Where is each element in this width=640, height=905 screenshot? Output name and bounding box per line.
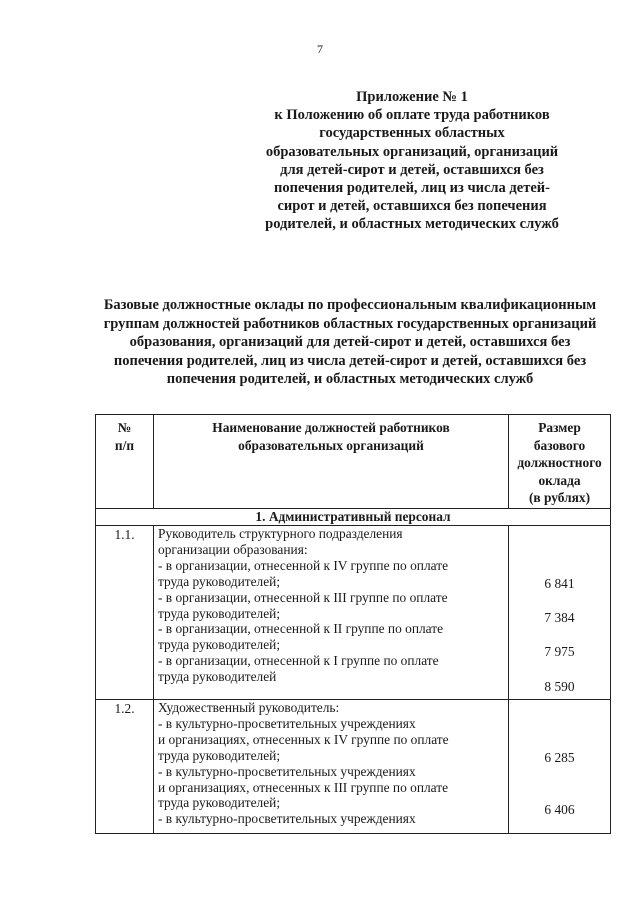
- description-line: труда руководителей;: [158, 573, 281, 589]
- description-line: Руководитель структурного подразделения: [158, 526, 403, 541]
- salary-cell: [509, 526, 611, 700]
- header-name-line: образовательных организаций: [238, 437, 424, 453]
- appendix-line: родителей, и областных методических служб: [265, 216, 559, 233]
- title-line: образования, организаций для детей-сирот и детей, оставшихся без: [129, 334, 571, 351]
- description-line: труда руководителей: [158, 669, 277, 685]
- description-line: - в культурно-просветительных учреждениях: [158, 811, 416, 827]
- description-line: и организациях, отнесенных к IV группе по оплате: [158, 731, 449, 747]
- header-name-line: Наименование должностей работников: [212, 420, 450, 435]
- table-row: [96, 526, 611, 700]
- title-line: группам должностей работников областных государственных организаций: [103, 315, 597, 332]
- appendix-line: для детей-сирот и детей, оставшихся без: [280, 161, 544, 178]
- header-salary-line: должностного: [517, 455, 602, 471]
- appendix-line: к Положению об оплате труда работников: [274, 107, 550, 124]
- header-number-cell: [96, 415, 154, 509]
- description-line: организации образования:: [158, 541, 308, 557]
- title-line: попечения родителей, лиц из числа детей-сирот и детей, оставшихся без: [113, 352, 587, 369]
- position-description: [154, 526, 509, 700]
- section-title: 1. Административный персонал: [96, 509, 611, 526]
- header-number-line: №: [117, 420, 132, 435]
- appendix-line: Приложение № 1: [356, 89, 468, 105]
- salary-value: 6 406: [544, 802, 575, 817]
- salary-value: 8 590: [544, 679, 575, 694]
- table-row: [96, 700, 611, 834]
- header-salary-line: Размер: [538, 420, 581, 435]
- description-line: труда руководителей;: [158, 605, 281, 621]
- section-row: [96, 509, 611, 526]
- salary-value: 6 285: [544, 750, 575, 765]
- header-salary-cell: [509, 415, 611, 509]
- header-number-line: п/п: [114, 437, 135, 453]
- appendix-line: государственных областных: [319, 125, 505, 142]
- salary-value: 7 384: [544, 610, 575, 625]
- description-line: Художественный руководитель:: [158, 700, 340, 715]
- appendix-heading: [262, 88, 562, 234]
- description-line: труда руководителей;: [158, 795, 281, 811]
- document-title: [70, 296, 630, 389]
- header-salary-line: базового: [533, 437, 586, 453]
- title-line: попечения родителей, и областных методических служб: [166, 371, 534, 388]
- description-line: труда руководителей;: [158, 637, 281, 653]
- salary-value: 7 975: [544, 644, 575, 659]
- description-line: - в организации, отнесенной к II группе по оплате: [158, 621, 444, 637]
- position-description: [154, 700, 509, 834]
- appendix-line: попечения родителей, лиц из числа детей-: [274, 180, 550, 197]
- appendix-line: образовательных организаций, организаций: [265, 143, 559, 160]
- salary-table: [95, 414, 611, 834]
- salary-value: 6 841: [544, 576, 575, 591]
- page-number: 7: [317, 42, 323, 56]
- description-line: - в культурно-просветительных учреждениях: [158, 763, 416, 779]
- row-number: 1.1.: [96, 526, 154, 700]
- row-number: 1.2.: [96, 700, 154, 834]
- description-line: - в организации, отнесенной к III группе по оплате: [158, 589, 448, 605]
- header-name-cell: [154, 415, 509, 509]
- header-salary-line: оклада: [538, 472, 581, 488]
- description-line: и организациях, отнесенных к III группе по оплате: [158, 779, 449, 795]
- description-line: - в организации, отнесенной к I группе по оплате: [158, 653, 439, 669]
- description-line: - в культурно-просветительных учреждениях: [158, 715, 416, 731]
- header-salary-line: (в рублях): [528, 490, 591, 506]
- title-line: Базовые должностные оклады по профессиональным квалификационным: [103, 297, 597, 313]
- appendix-line: сирот и детей, оставшихся без попечения: [277, 198, 547, 215]
- description-line: - в организации, отнесенной к IV группе по оплате: [158, 557, 449, 573]
- description-line: труда руководителей;: [158, 747, 281, 763]
- salary-cell: [509, 700, 611, 834]
- table-header-row: [96, 415, 611, 509]
